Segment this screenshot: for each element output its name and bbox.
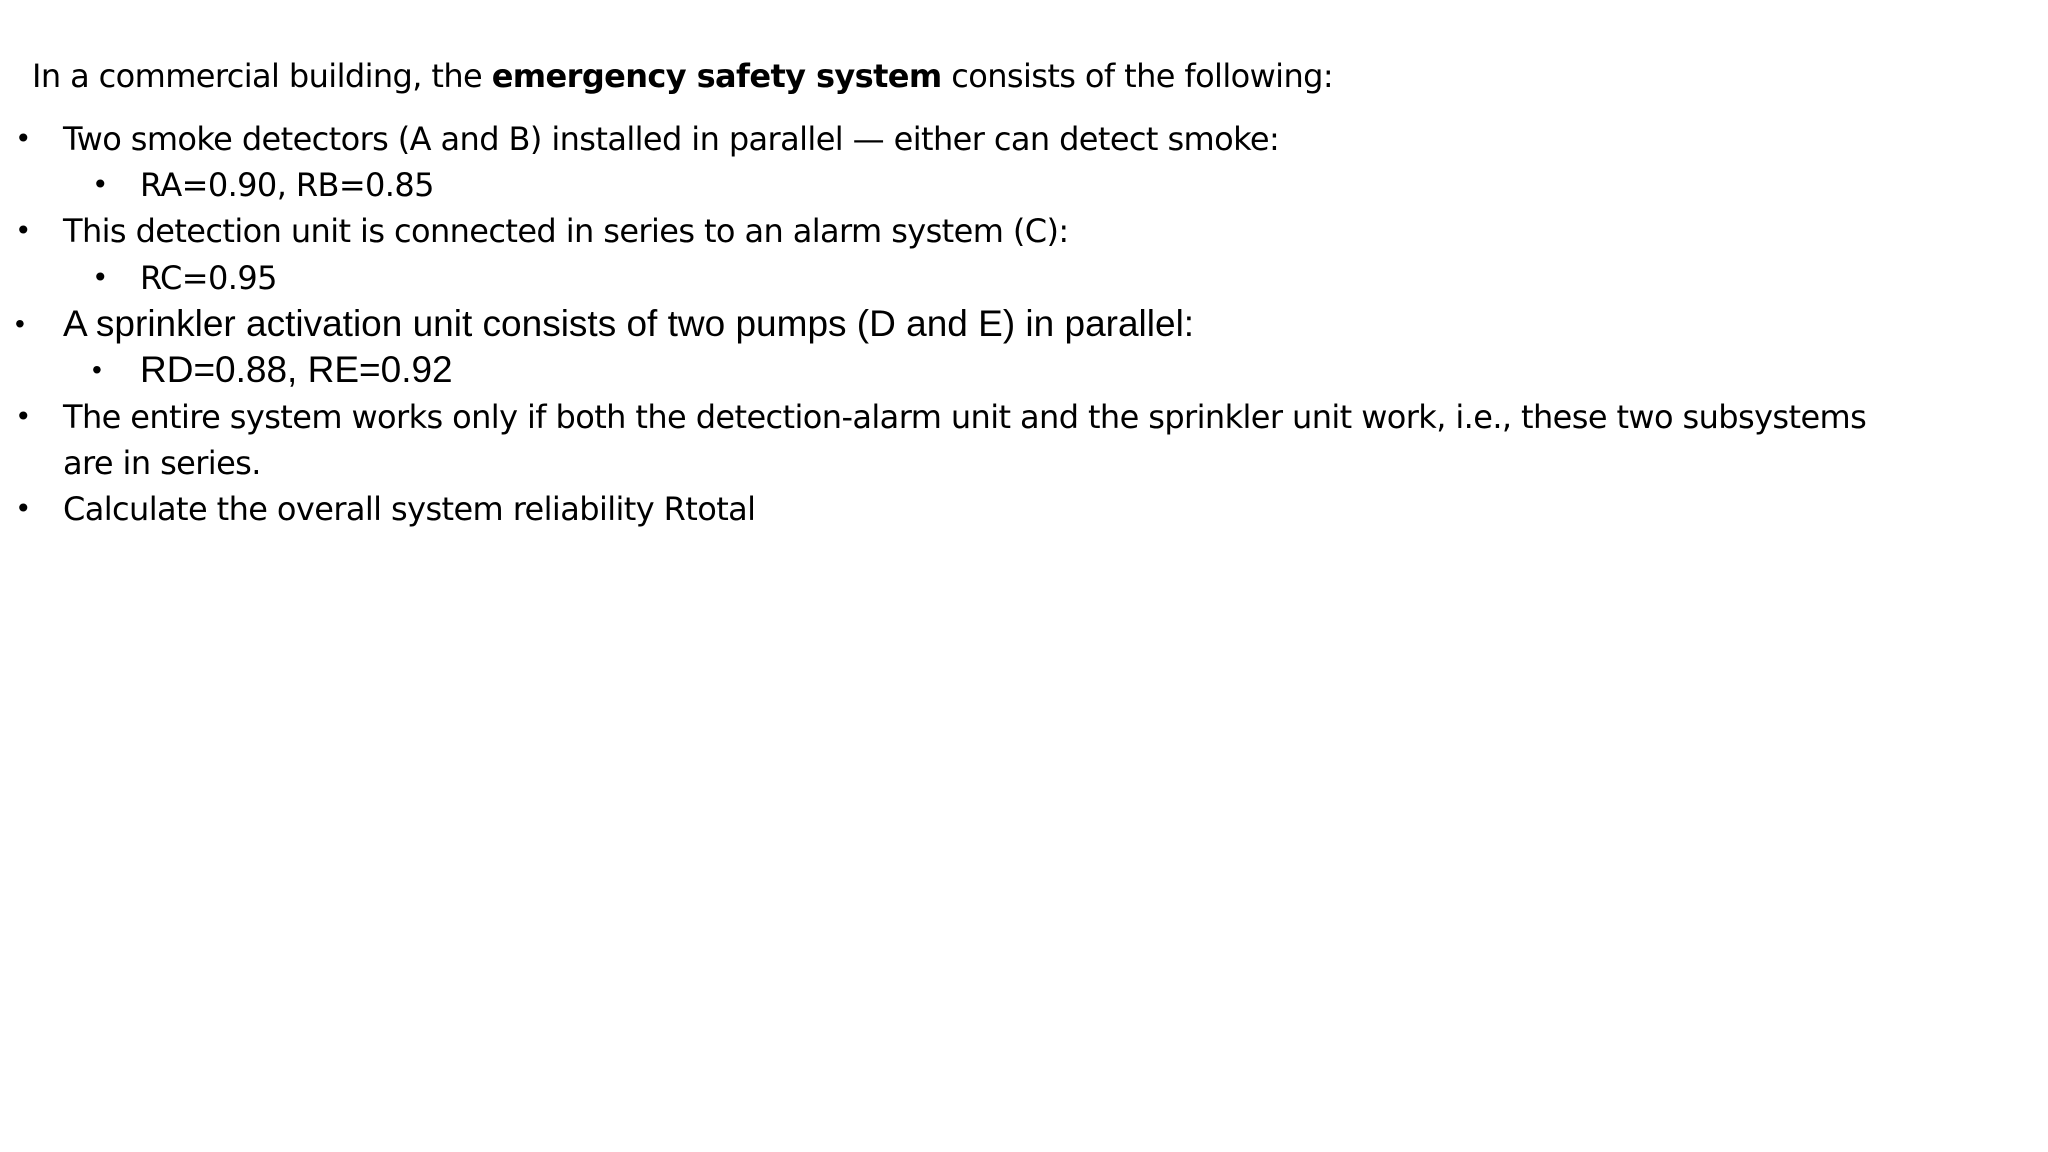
bullet-dot: • xyxy=(15,400,31,433)
bullet-text: Two smoke detectors (A and B) installed in parallel — either can detect smoke: xyxy=(63,120,1280,158)
bullet-dot: • xyxy=(92,261,108,294)
bullet-subitem xyxy=(92,255,277,301)
bullet-dot: • xyxy=(15,122,31,155)
intro-line xyxy=(32,52,1333,100)
bullet-text: RA=0.90, RB=0.85 xyxy=(140,166,434,204)
bullet-item xyxy=(15,116,1280,162)
bullet-item xyxy=(15,301,1195,347)
intro-suffix: consists of the following: xyxy=(941,57,1334,95)
bullet-dot: • xyxy=(15,492,31,525)
bullet-subitem xyxy=(92,162,434,208)
bullet-text: RD=0.88, RE=0.92 xyxy=(140,349,453,390)
bullet-dot: • xyxy=(92,354,102,385)
intro-prefix: In a commercial building, the xyxy=(32,57,492,95)
bullet-dot: • xyxy=(15,214,31,247)
bullet-item xyxy=(15,486,756,532)
bullet-dot: • xyxy=(92,168,108,201)
bullet-dot: • xyxy=(15,308,25,339)
intro-bold: emergency safety system xyxy=(491,57,942,95)
bullet-text: A sprinkler activation unit consists of two pumps (D and E) in parallel: xyxy=(63,303,1195,344)
bullet-item xyxy=(15,208,1069,254)
bullet-text: The entire system works only if both the detection-alarm unit and the sprinkler unit work, i.e., these two subsystems are in series. xyxy=(63,398,1867,482)
bullet-item xyxy=(15,394,1903,486)
bullet-text: This detection unit is connected in series to an alarm system (C): xyxy=(63,212,1069,250)
bullet-text: RC=0.95 xyxy=(140,259,277,297)
bullet-text: Calculate the overall system reliability Rtotal xyxy=(63,490,756,528)
bullet-subitem xyxy=(92,347,453,393)
